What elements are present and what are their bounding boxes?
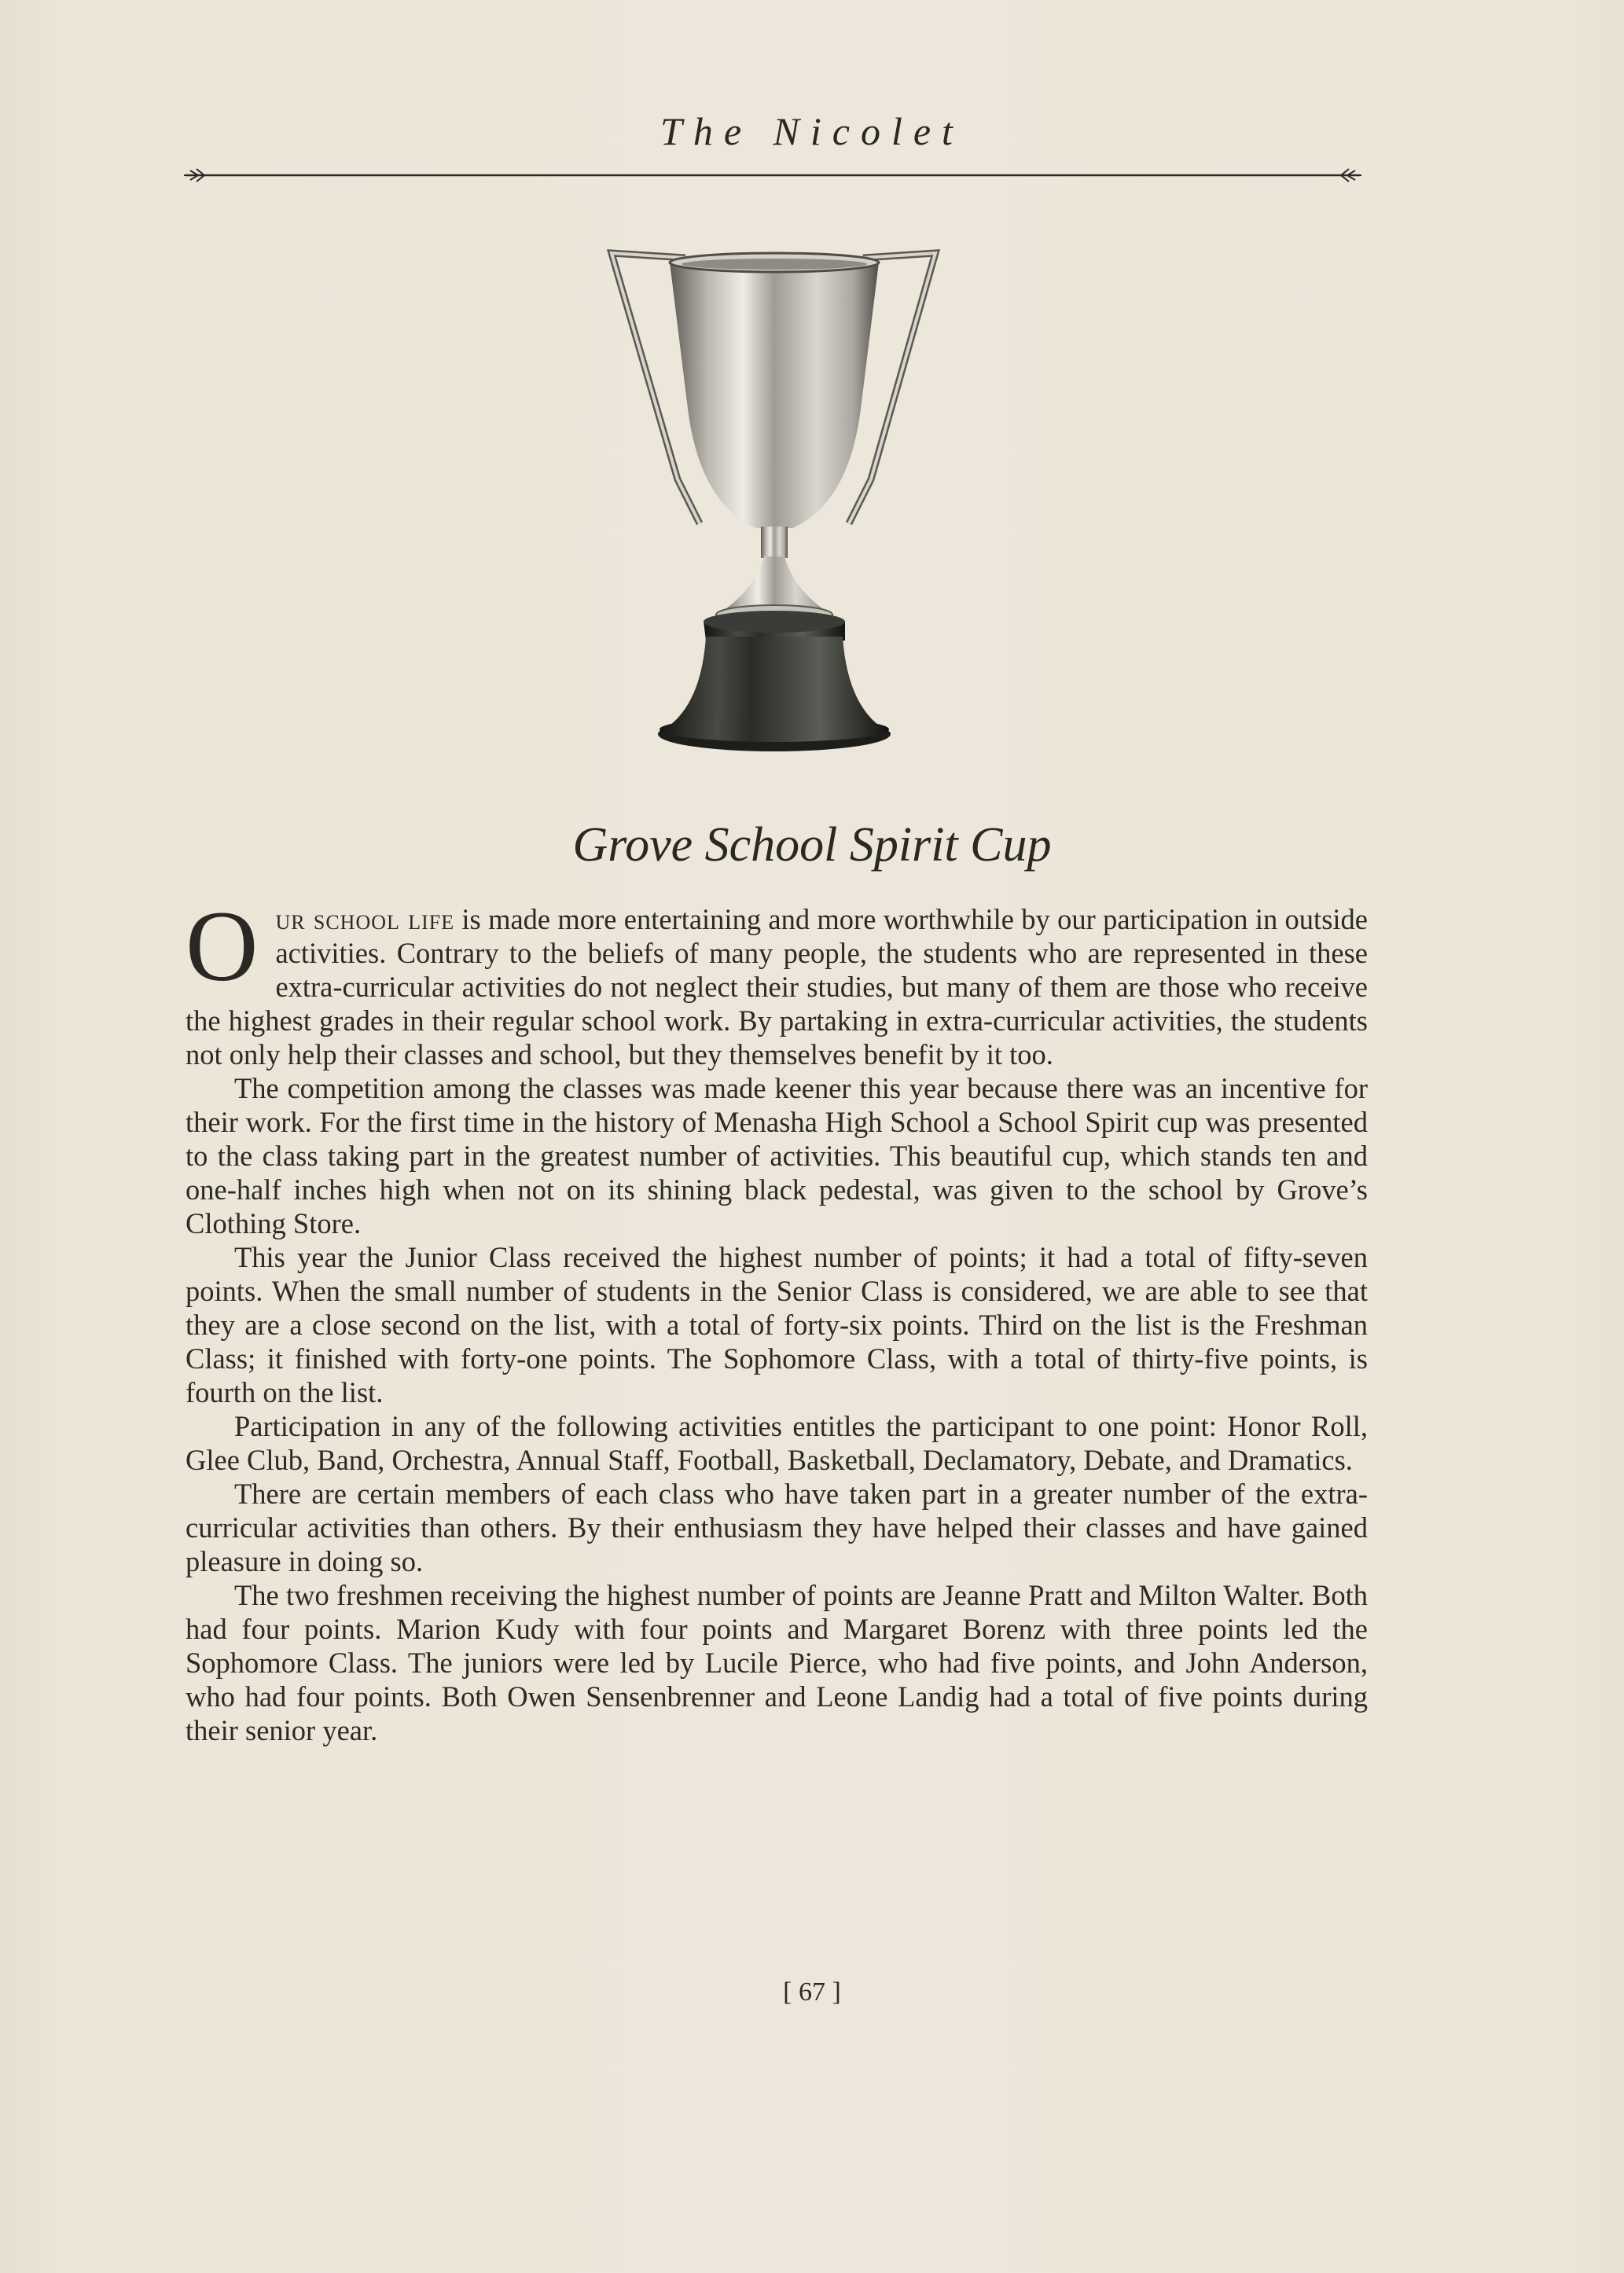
paragraph-3: This year the Junior Class received the highest number of points; it had a total of fifty-seven points. When the small number of students in the Senior Class is considered, we are able to see that they are a close second on the list, with a total of forty-six points. Third on the list is the Freshman Class; it finished with forty-one points. The Sophomore Class, with a total of thirty-five points, is fourth on the list. — [186, 1241, 1368, 1408]
running-header-title: The Nicolet — [660, 109, 964, 153]
lead-small-caps: ur school life — [275, 903, 455, 935]
paragraph-4: Participation in any of the following activities entitles the participant to one point: Honor Roll, Glee Club, Band, Orchestra, Annual Staff, Football, Basketball, Declamatory, Debate, and Dramatics. — [186, 1410, 1368, 1476]
article-title: Grove School Spirit Cup — [572, 818, 1052, 872]
paragraph-2: The competition among the classes was made keener this year because there was an incentive for their work. For the first time in the history of Menasha High School a School Spirit cup was presented to the class taking part in the greatest number of activities. This beautiful cup, which stands ten and one-half inches high when not on its shining black pedestal, was given to the school by Grove’s Clothing Store. — [186, 1072, 1368, 1239]
article-body — [186, 890, 1368, 1747]
trophy-cup-image — [597, 244, 951, 794]
paragraph-1-text: is made more entertaining and more worthwhile by our participation in outside activities. Contrary to the beliefs of many people, the students who are represented in these extra-curricular activities do not neglect their studies, but many of them are those who receive the highest grades in their regular school work. By partaking in extra-curricular activities, the students not only help their classes and school, but they themselves benefit by it too. — [186, 903, 1368, 1070]
paragraph-5: There are certain members of each class who have taken part in a greater number of the extra-curricular activities than others. By their enthusiasm they have helped their classes and have gained pleasure in doing so. — [186, 1478, 1368, 1577]
page-number: [ 67 ] — [783, 1977, 841, 2007]
header-rule-ornament — [182, 163, 1363, 187]
paragraph-6: The two freshmen receiving the highest number of points are Jeanne Pratt and Milton Walter. Both had four points. Marion Kudy with four points and Margaret Borenz with three points led the Sophomore Class. The juniors were led by Lucile Pierce, who had five points, and John Anderson, who had four points. Both Owen Sensenbrenner and Leone Landig had a total of five points during their senior year. — [186, 1579, 1368, 1746]
paragraph-1 — [186, 890, 1368, 1071]
drop-cap: O — [186, 890, 259, 1002]
